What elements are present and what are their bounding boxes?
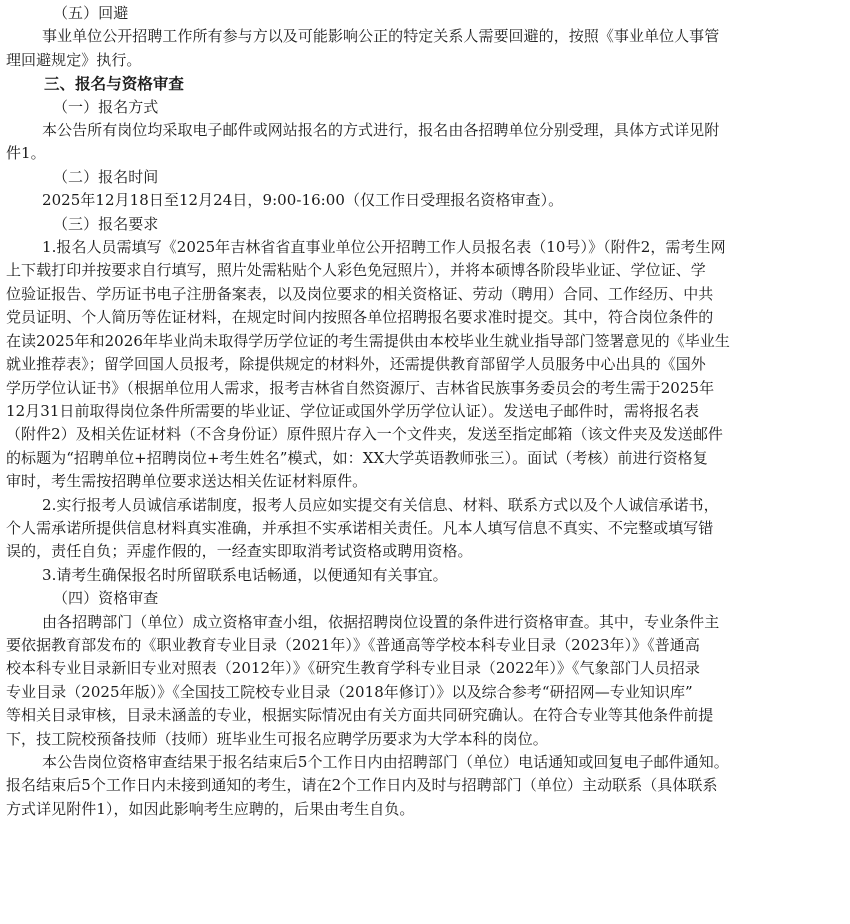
paragraph-line: 报名结束后5个工作日内未接到通知的考生，请在2个工作日内及时与招聘部门（单位）主动联系（具体联系 — [6, 776, 718, 795]
paragraph-line: 件1。 — [6, 144, 46, 163]
paragraph-line: 由各招聘部门（单位）成立资格审查小组，依据招聘岗位设置的条件进行资格审查。其中，专业条件主 — [42, 612, 720, 631]
paragraph-line: 2.实行报考人员诚信承诺制度，报考人员应如实提交有关信息、材料、联系方式以及个人诚信承诺书， — [42, 495, 719, 514]
paragraph-line: 校本科专业目录新旧专业对照表（2012年）》《研究生教育学科专业目录（2022年）》《气象部门人员招录 — [6, 659, 700, 678]
paragraph-line: 等相关目录审核，目录未涵盖的专业，根据实际情况由有关方面共同研究确认。在符合专业等其他条件前提 — [6, 706, 714, 725]
subsection-heading-time: （二）报名时间 — [53, 167, 159, 186]
paragraph-line: 1.报名人员需填写《2025年吉林省省直事业单位公开招聘工作人员报名表（10号）》（附件2，需考生网 — [42, 238, 726, 257]
subsection-heading-review: （四）资格审查 — [53, 589, 159, 608]
paragraph-line: 12月31日前取得岗位条件所需要的毕业证、学位证或国外学历学位认证）。发送电子邮件时，需将报名表 — [6, 401, 700, 420]
paragraph-line: 个人需承诺所提供信息材料真实准确，并承担不实承诺相关责任。凡本人填写信息不真实、不完整或填写错 — [6, 518, 714, 537]
paragraph-line: 误的，责任自负；弄虚作假的，一经查实即取消考试资格或聘用资格。 — [6, 542, 473, 561]
paragraph-line: 审时，考生需按招聘单位要求送达相关佐证材料原件。 — [6, 472, 368, 491]
paragraph-line: 就业推荐表》；留学回国人员报考，除提供规定的材料外，还需提供教育部留学人员服务中心出具的《国外 — [6, 355, 706, 374]
section-heading-registration: 三、报名与资格审查 — [44, 74, 184, 94]
subsection-heading-requirements: （三）报名要求 — [53, 214, 159, 233]
paragraph-line: 事业单位公开招聘工作所有参与方以及可能影响公正的特定关系人需要回避的，按照《事业单位人事管 — [42, 27, 720, 46]
paragraph-line: （附件2）及相关佐证材料（不含身份证）原件照片存入一个文件夹，发送至指定邮箱（该文件夹及发送邮件 — [6, 425, 723, 444]
paragraph-line: 方式详见附件1），如因此影响考生应聘的，后果由考生自负。 — [6, 799, 415, 818]
paragraph-line: 的标题为“招聘单位+招聘岗位+考生姓名”模式，如：XX大学英语教师张三）。面试（考核）前进行资格复 — [6, 448, 708, 467]
paragraph-line: 党员证明、个人简历等佐证材料，在规定时间内按照各单位招聘报名要求准时提交。其中，符合岗位条件的 — [6, 308, 714, 327]
paragraph-line: 本公告所有岗位均采取电子邮件或网站报名的方式进行，报名由各招聘单位分别受理，具体方式详见附 — [42, 121, 720, 140]
paragraph-line: 3.请考生确保报名时所留联系电话畅通，以便通知有关事宜。 — [42, 565, 448, 584]
paragraph-line: 本公告岗位资格审查结果于报名结束后5个工作日内由招聘部门（单位）电话通知或回复电子邮件通知。 — [42, 753, 729, 771]
paragraph-line: 专业目录（2025年版）》《全国技工院校专业目录（2018年修订）》以及综合参考“研招网—专业知识库” — [6, 682, 693, 701]
paragraph-line: 要依据教育部发布的《职业教育专业目录（2021年）》《普通高等学校本科专业目录（2023年）》《普通高 — [6, 635, 700, 654]
paragraph-line: 位验证报告、学历证书电子注册备案表，以及岗位要求的相关资格证、劳动（聘用）合同、工作经历、中共 — [6, 284, 714, 303]
paragraph-line: 下，技工院校预备技师（技师）班毕业生可报名应聘学历要求为大学本科的岗位。 — [6, 729, 548, 748]
paragraph-line: 2025年12月18日至12月24日，9:00-16:00（仅工作日受理报名资格审查）。 — [42, 191, 564, 210]
paragraph-line: 学历学位认证书》（根据单位用人需求，报考吉林省自然资源厅、吉林省民族事务委员会的考生需于2025年 — [6, 378, 715, 397]
paragraph-line: 理回避规定》执行。 — [6, 50, 142, 69]
subsection-heading-avoidance: （五）回避 — [53, 4, 129, 22]
subsection-heading-method: （一）报名方式 — [53, 97, 159, 116]
paragraph-line: 上下载打印并按要求自行填写，照片处需粘贴个人彩色免冠照片），并将本硕博各阶段毕业证、学位证、学 — [6, 261, 706, 280]
paragraph-line: 在读2025年和2026年毕业尚未取得学历学位证的考生需提供由本校毕业生就业指导部门签署意见的《毕业生 — [6, 331, 730, 350]
